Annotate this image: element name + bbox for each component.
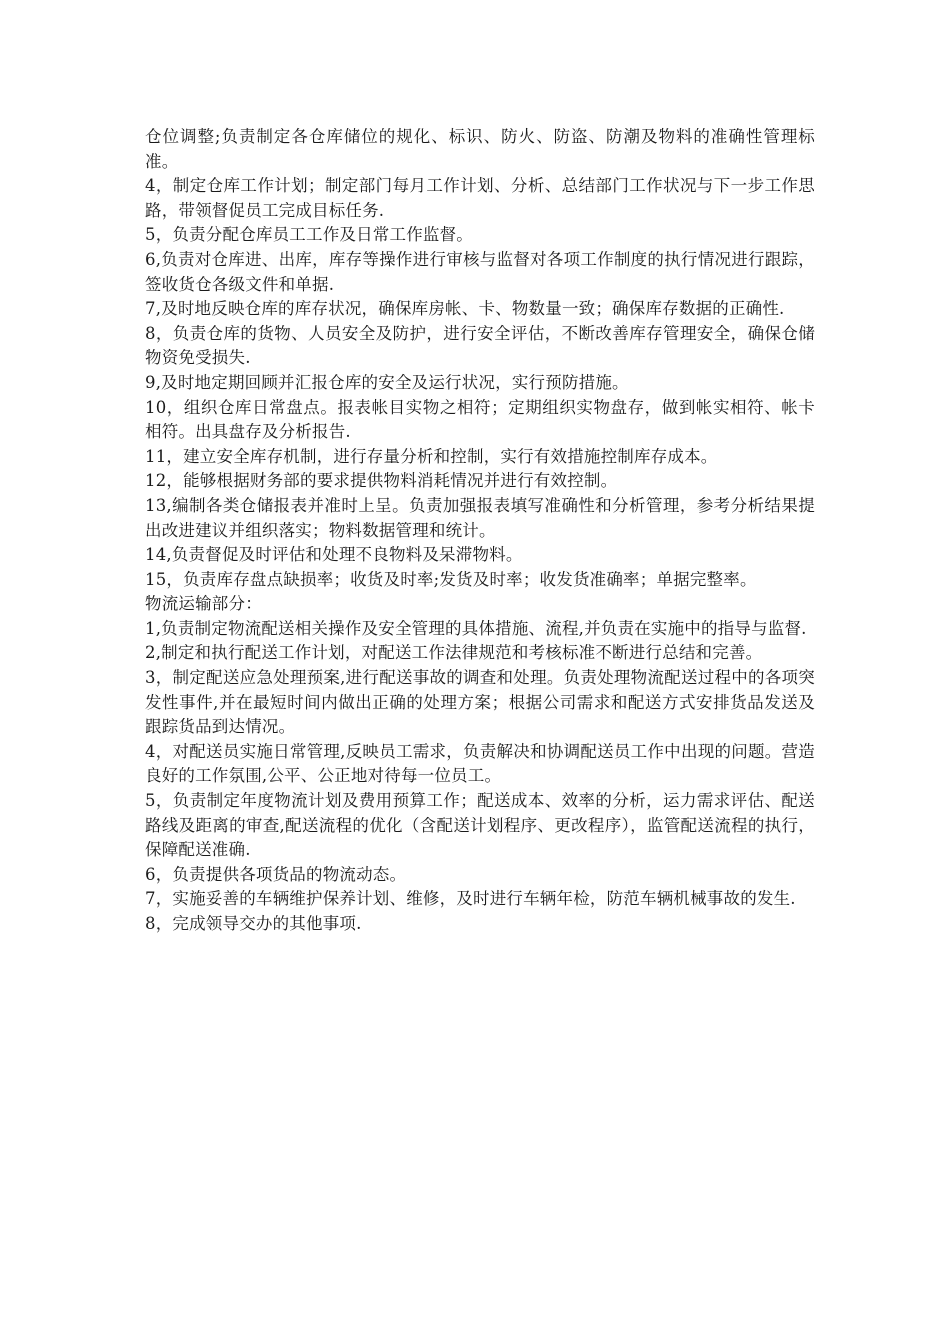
paragraph: 3，制定配送应急处理预案,进行配送事故的调查和处理。负责处理物流配送过程中的各项突发性事件,并在最短时间内做出正确的处理方案；根据公司需求和配送方式安排货品发送及跟踪货品到达情况。 — [145, 668, 815, 737]
paragraph: 7,及时地反映仓库的库存状况，确保库房帐、卡、物数量一致；确保库存数据的正确性. — [145, 299, 785, 319]
paragraph: 15，负责库存盘点缺损率；收货及时率;发货及时率；收发货准确率；单据完整率。 — [145, 569, 757, 589]
paragraph: 9,及时地定期回顾并汇报仓库的安全及运行状况，实行预防措施。 — [145, 372, 629, 392]
paragraph: 14,负责督促及时评估和处理不良物料及呆滞物料。 — [145, 545, 523, 565]
paragraph: 4，制定仓库工作计划；制定部门每月工作计划、分析、总结部门工作状况与下一步工作思路，带领督促员工完成目标任务. — [145, 176, 815, 220]
paragraph: 12，能够根据财务部的要求提供物料消耗情况并进行有效控制。 — [145, 471, 618, 491]
paragraph: 11，建立安全库存机制，进行存量分析和控制，实行有效措施控制库存成本。 — [145, 446, 718, 466]
paragraph: 1,负责制定物流配送相关操作及安全管理的具体措施、流程,并负责在实施中的指导与监督. — [145, 618, 807, 638]
paragraph: 8，负责仓库的货物、人员安全及防护，进行安全评估，不断改善库存管理安全，确保仓储物资免受损失. — [145, 323, 815, 368]
paragraph: 8，完成领导交办的其他事项. — [145, 914, 362, 933]
document-body — [145, 125, 815, 937]
paragraph: 6，负责提供各项货品的物流动态。 — [145, 864, 407, 884]
paragraph: 10，组织仓库日常盘点。报表帐目实物之相符；定期组织实物盘存，做到帐实相符、帐卡相符。出具盘存及分析报告. — [145, 397, 815, 442]
section-heading: 物流运输部分： — [145, 594, 262, 614]
paragraph: 4，对配送员实施日常管理,反映员工需求，负责解决和协调配送员工作中出现的问题。营造良好的工作氛围,公平、公正地对待每一位员工。 — [145, 741, 815, 786]
paragraph: 仓位调整;负责制定各仓库储位的规化、标识、防火、防盗、防潮及物料的准确性管理标准。 — [145, 127, 815, 171]
paragraph: 2,制定和执行配送工作计划，对配送工作法律规范和考核标准不断进行总结和完善。 — [145, 643, 763, 663]
paragraph: 6,负责对仓库进、出库，库存等操作进行审核与监督对各项工作制度的执行情况进行跟踪，签收货仓各级文件和单据. — [145, 249, 815, 294]
paragraph: 5，负责制定年度物流计划及费用预算工作；配送成本、效率的分析，运力需求评估、配送路线及距离的审查,配送流程的优化（含配送计划程序、更改程序），监管配送流程的执行，保障配送准确. — [145, 791, 815, 860]
paragraph: 5，负责分配仓库员工工作及日常工作监督。 — [145, 225, 473, 245]
paragraph: 7，实施妥善的车辆维护保养计划、维修，及时进行车辆年检，防范车辆机械事故的发生. — [145, 889, 796, 909]
paragraph: 13,编制各类仓储报表并准时上呈。负责加强报表填写准确性和分析管理，参考分析结果提出改进建议并组织落实；物料数据管理和统计。 — [145, 495, 815, 540]
